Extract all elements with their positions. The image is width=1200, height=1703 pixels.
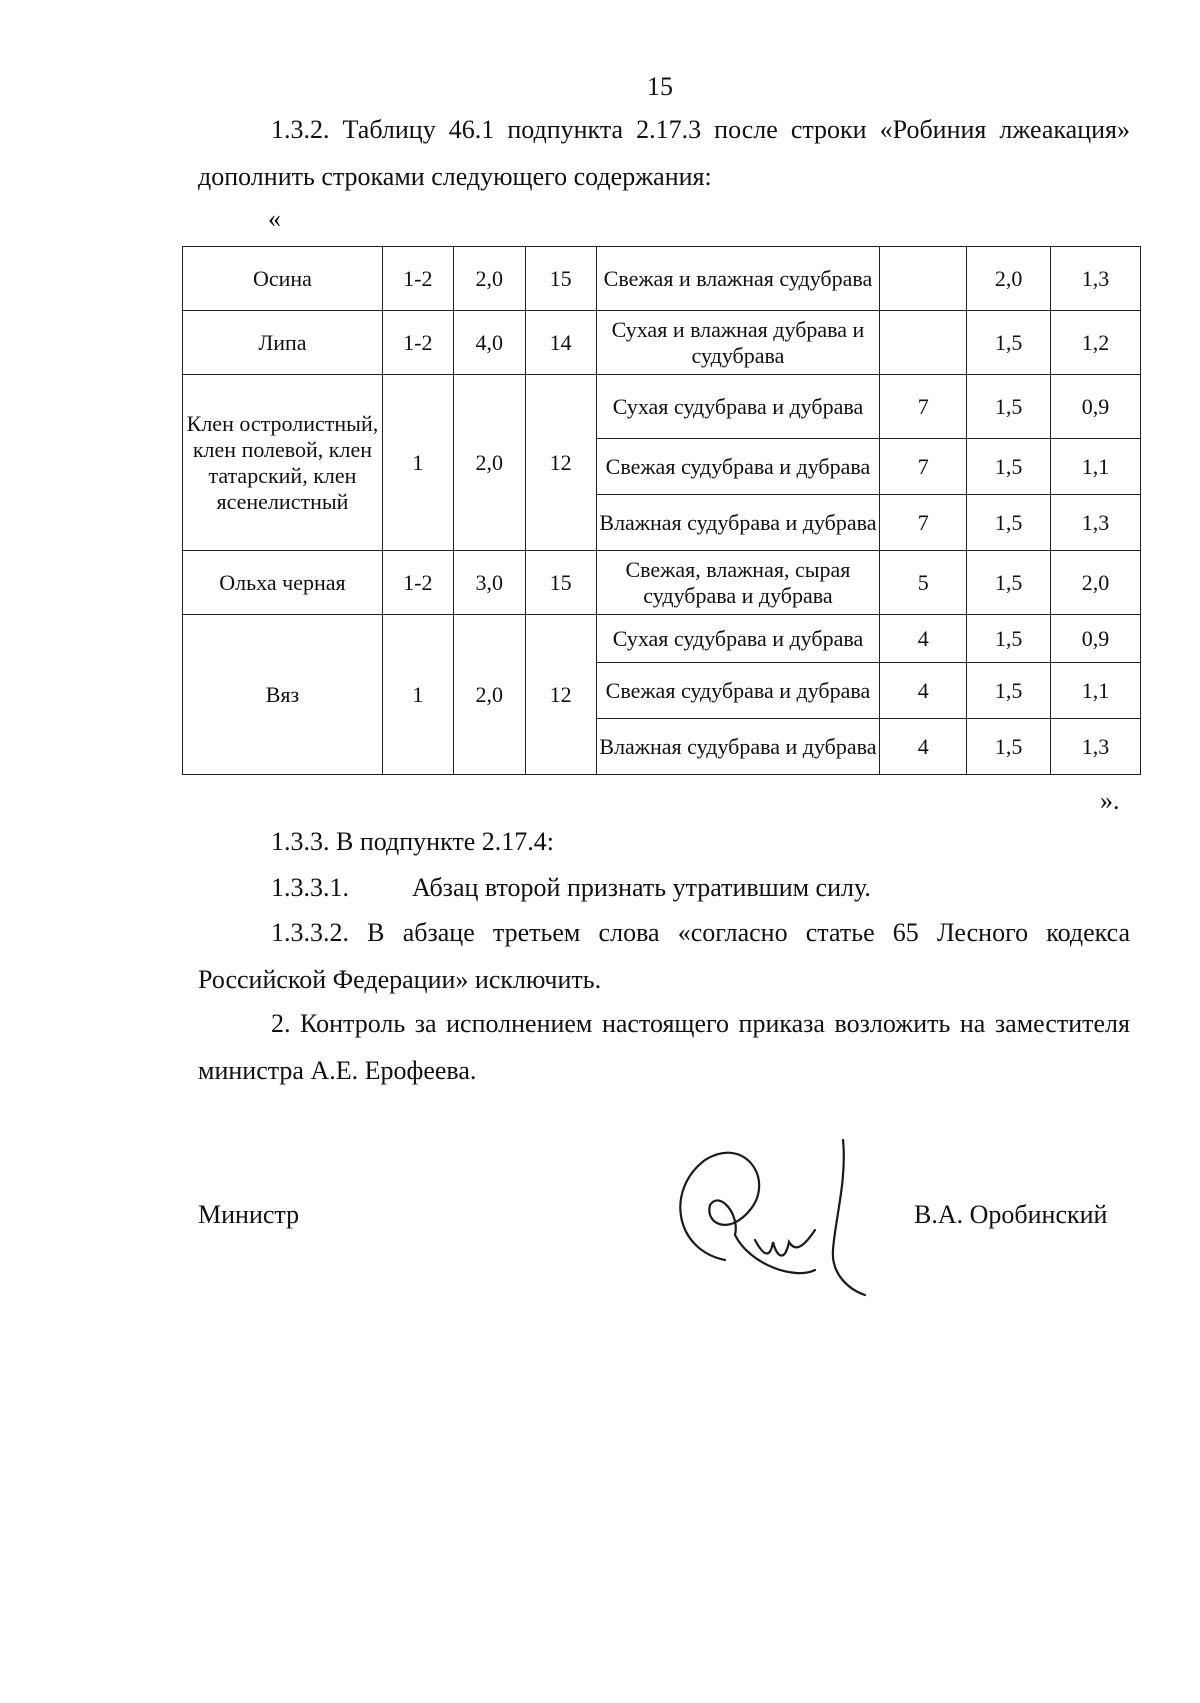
table-cell: 3,0	[453, 551, 525, 615]
table-cell: 1	[382, 615, 453, 775]
open-quote: «	[268, 204, 281, 233]
forest-type-cell: Влажная судубрава и дубрава	[596, 495, 880, 551]
forest-type-cell: Влажная судубрава и дубрава	[596, 719, 880, 775]
table-cell: 0,9	[1051, 615, 1141, 663]
table-cell: 1,1	[1051, 663, 1141, 719]
table-cell: 1,5	[967, 375, 1051, 439]
table-cell: 1,1	[1051, 439, 1141, 495]
position-title: Министр	[198, 1200, 300, 1229]
table-cell: 1,5	[967, 615, 1051, 663]
table-cell: 2,0	[453, 375, 525, 551]
table-cell: 2,0	[453, 247, 525, 311]
table-cell: 2,0	[1051, 551, 1141, 615]
table-row	[183, 615, 1141, 663]
species-cell: Осина	[183, 247, 383, 311]
section-2	[198, 1000, 1130, 1094]
table-cell: 1,5	[967, 551, 1051, 615]
species-cell: Ольха черная	[183, 551, 383, 615]
species-cell: Вяз	[183, 615, 383, 775]
table-cell	[880, 247, 967, 311]
table-cell: 5	[880, 551, 967, 615]
table-cell	[880, 311, 967, 375]
table-cell: 1,5	[967, 439, 1051, 495]
table-cell: 1,5	[967, 663, 1051, 719]
table-cell: 1,3	[1051, 495, 1141, 551]
section-1-3-3-1-number: 1.3.3.1.	[271, 873, 349, 902]
table-cell: 1,2	[1051, 311, 1141, 375]
forest-type-cell: Сухая и влажная дубрава и судубрава	[596, 311, 880, 375]
table-cell: 7	[880, 495, 967, 551]
species-cell: Липа	[183, 311, 383, 375]
table-cell: 1,3	[1051, 247, 1141, 311]
section-2-text: 2. Контроль за исполнением настоящего приказа возложить на заместителя министра А.Е. Ерофеева.	[198, 1009, 1130, 1085]
signer-name: В.А. Оробинский	[914, 1200, 1108, 1229]
forest-type-cell: Сухая судубрава и дубрава	[596, 375, 880, 439]
table-cell: 1	[382, 375, 453, 551]
amendment-table	[182, 246, 1141, 775]
section-1-3-2	[198, 106, 1130, 200]
table-cell: 7	[880, 439, 967, 495]
close-quote: ».	[1100, 786, 1120, 815]
table-cell: 12	[525, 615, 596, 775]
table-cell: 4,0	[453, 311, 525, 375]
table-row	[183, 551, 1141, 615]
handwritten-signature	[655, 1130, 895, 1310]
forest-type-cell: Сухая судубрава и дубрава	[596, 615, 880, 663]
species-cell: Клен остролистный, клен полевой, клен татарский, клен ясенелистный	[183, 375, 383, 551]
table-cell: 4	[880, 615, 967, 663]
table-cell: 4	[880, 663, 967, 719]
table-cell: 1-2	[382, 311, 453, 375]
table-cell: 2,0	[453, 615, 525, 775]
table-cell: 12	[525, 375, 596, 551]
forest-type-cell: Свежая судубрава и дубрава	[596, 439, 880, 495]
table-row	[183, 375, 1141, 439]
section-1-3-3-1-text: Абзац второй признать утратившим силу.	[412, 873, 871, 902]
table-cell: 1,5	[967, 719, 1051, 775]
table-cell: 7	[880, 375, 967, 439]
table-cell: 1-2	[382, 551, 453, 615]
table-cell: 1-2	[382, 247, 453, 311]
forest-type-cell: Свежая, влажная, сырая судубрава и дубрава	[596, 551, 880, 615]
forest-type-cell: Свежая судубрава и дубрава	[596, 663, 880, 719]
section-1-3-2-text: 1.3.2. Таблицу 46.1 подпункта 2.17.3 после строки «Робиния лжеакация» дополнить строками следующего содержания:	[198, 115, 1130, 191]
table-cell: 15	[525, 551, 596, 615]
table-row	[183, 247, 1141, 311]
table-cell: 14	[525, 311, 596, 375]
section-1-3-3: 1.3.3. В подпункте 2.17.4:	[271, 827, 554, 856]
table-cell: 1,5	[967, 311, 1051, 375]
table-cell: 15	[525, 247, 596, 311]
table-cell: 4	[880, 719, 967, 775]
table-cell: 1,3	[1051, 719, 1141, 775]
table-row	[183, 311, 1141, 375]
table-cell: 0,9	[1051, 375, 1141, 439]
forest-type-cell: Свежая и влажная судубрава	[596, 247, 880, 311]
page-number: 15	[647, 72, 673, 101]
section-1-3-3-2	[198, 909, 1130, 1003]
table-cell: 1,5	[967, 495, 1051, 551]
section-1-3-3-2-text: 1.3.3.2. В абзаце третьем слова «согласно статье 65 Лесного кодекса Российской Федерации» исключить.	[198, 918, 1130, 994]
table-cell: 2,0	[967, 247, 1051, 311]
